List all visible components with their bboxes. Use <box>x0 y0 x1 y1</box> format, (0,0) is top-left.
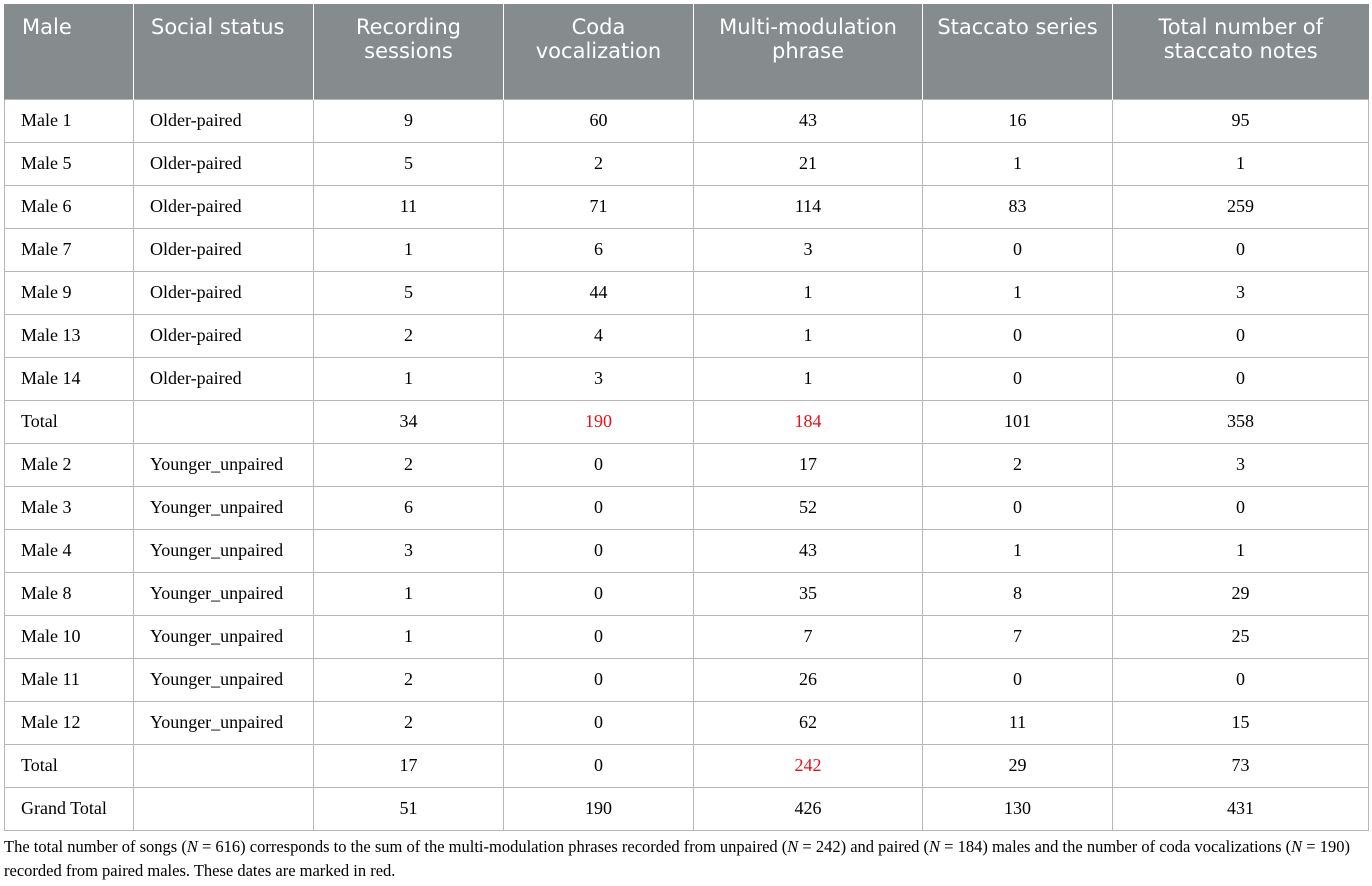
cell-multi-modulation-phrase: 43 <box>694 99 923 142</box>
table-row <box>5 99 1369 142</box>
cell-coda-vocalization: 190 <box>504 400 694 443</box>
cell-recording-sessions: 3 <box>314 529 504 572</box>
cell-social-status: Younger_unpaired <box>134 615 314 658</box>
cell-staccato-series: 83 <box>923 185 1113 228</box>
table-row <box>5 529 1369 572</box>
cell-staccato-series: 0 <box>923 314 1113 357</box>
cell-male: Male 5 <box>5 142 134 185</box>
footnote-text-3: = 242) and paired ( <box>798 837 930 856</box>
cell-social-status: Older-paired <box>134 314 314 357</box>
cell-total-staccato-notes: 3 <box>1113 443 1369 486</box>
footnote-n-4: N <box>1291 837 1303 856</box>
cell-coda-vocalization: 6 <box>504 228 694 271</box>
cell-recording-sessions: 2 <box>314 314 504 357</box>
cell-coda-vocalization: 3 <box>504 357 694 400</box>
header-coda-vocalization: Coda vocalization <box>504 4 694 99</box>
cell-staccato-series: 101 <box>923 400 1113 443</box>
cell-multi-modulation-phrase: 1 <box>694 357 923 400</box>
cell-coda-vocalization: 2 <box>504 142 694 185</box>
cell-social-status: Younger_unpaired <box>134 486 314 529</box>
cell-staccato-series: 16 <box>923 99 1113 142</box>
cell-male: Male 14 <box>5 357 134 400</box>
cell-recording-sessions: 17 <box>314 744 504 787</box>
cell-total-staccato-notes: 0 <box>1113 357 1369 400</box>
cell-male: Total <box>5 744 134 787</box>
cell-coda-vocalization: 71 <box>504 185 694 228</box>
cell-coda-vocalization: 60 <box>504 99 694 142</box>
cell-male: Male 9 <box>5 271 134 314</box>
header-staccato-series: Staccato series <box>923 4 1113 99</box>
cell-multi-modulation-phrase: 21 <box>694 142 923 185</box>
cell-coda-vocalization: 0 <box>504 486 694 529</box>
cell-multi-modulation-phrase: 114 <box>694 185 923 228</box>
table-row <box>5 658 1369 701</box>
cell-total-staccato-notes: 1 <box>1113 529 1369 572</box>
cell-recording-sessions: 2 <box>314 443 504 486</box>
footnote-text-1: The total number of songs ( <box>4 837 187 856</box>
cell-multi-modulation-phrase: 1 <box>694 314 923 357</box>
cell-social-status: Older-paired <box>134 357 314 400</box>
table-row <box>5 271 1369 314</box>
cell-coda-vocalization: 0 <box>504 615 694 658</box>
cell-multi-modulation-phrase: 242 <box>694 744 923 787</box>
cell-staccato-series: 7 <box>923 615 1113 658</box>
cell-social-status: Older-paired <box>134 142 314 185</box>
cell-staccato-series: 0 <box>923 357 1113 400</box>
cell-social-status: Younger_unpaired <box>134 529 314 572</box>
cell-staccato-series: 11 <box>923 701 1113 744</box>
cell-male: Total <box>5 400 134 443</box>
cell-total-staccato-notes: 3 <box>1113 271 1369 314</box>
cell-staccato-series: 0 <box>923 228 1113 271</box>
cell-social-status: Younger_unpaired <box>134 443 314 486</box>
cell-total-staccato-notes: 0 <box>1113 314 1369 357</box>
cell-staccato-series: 0 <box>923 658 1113 701</box>
cell-total-staccato-notes: 259 <box>1113 185 1369 228</box>
cell-coda-vocalization: 0 <box>504 658 694 701</box>
header-social-status: Social status <box>134 4 314 99</box>
cell-recording-sessions: 6 <box>314 486 504 529</box>
cell-multi-modulation-phrase: 43 <box>694 529 923 572</box>
cell-coda-vocalization: 4 <box>504 314 694 357</box>
cell-male: Male 8 <box>5 572 134 615</box>
cell-recording-sessions: 2 <box>314 701 504 744</box>
cell-total-staccato-notes: 0 <box>1113 228 1369 271</box>
cell-total-staccato-notes: 0 <box>1113 658 1369 701</box>
footnote-text-4: = 184) males and the number of coda vocalizations ( <box>940 837 1292 856</box>
cell-total-staccato-notes: 15 <box>1113 701 1369 744</box>
cell-male: Male 1 <box>5 99 134 142</box>
cell-recording-sessions: 1 <box>314 357 504 400</box>
cell-total-staccato-notes: 431 <box>1113 787 1369 830</box>
cell-male: Grand Total <box>5 787 134 830</box>
table-header <box>5 4 1369 99</box>
cell-recording-sessions: 9 <box>314 99 504 142</box>
table-footnote <box>4 835 1368 883</box>
cell-male: Male 12 <box>5 701 134 744</box>
cell-multi-modulation-phrase: 184 <box>694 400 923 443</box>
cell-social-status: Older-paired <box>134 99 314 142</box>
cell-social-status: Younger_unpaired <box>134 701 314 744</box>
cell-recording-sessions: 2 <box>314 658 504 701</box>
cell-total-staccato-notes: 73 <box>1113 744 1369 787</box>
header-recording-sessions: Recording sessions <box>314 4 504 99</box>
cell-total-staccato-notes: 29 <box>1113 572 1369 615</box>
cell-staccato-series: 2 <box>923 443 1113 486</box>
table-row <box>5 572 1369 615</box>
cell-multi-modulation-phrase: 52 <box>694 486 923 529</box>
cell-staccato-series: 8 <box>923 572 1113 615</box>
header-multi-modulation-phrase: Multi-modulation phrase <box>694 4 923 99</box>
cell-staccato-series: 130 <box>923 787 1113 830</box>
cell-multi-modulation-phrase: 62 <box>694 701 923 744</box>
header-row <box>5 4 1369 99</box>
footnote-n-2: N <box>787 837 799 856</box>
cell-coda-vocalization: 190 <box>504 787 694 830</box>
cell-staccato-series: 29 <box>923 744 1113 787</box>
cell-staccato-series: 1 <box>923 271 1113 314</box>
cell-multi-modulation-phrase: 426 <box>694 787 923 830</box>
cell-male: Male 4 <box>5 529 134 572</box>
cell-coda-vocalization: 0 <box>504 572 694 615</box>
cell-staccato-series: 0 <box>923 486 1113 529</box>
cell-total-staccato-notes: 0 <box>1113 486 1369 529</box>
cell-total-staccato-notes: 25 <box>1113 615 1369 658</box>
header-male: Male <box>5 4 134 99</box>
cell-coda-vocalization: 0 <box>504 443 694 486</box>
footnote-text-2: = 616) corresponds to the sum of the multi-modulation phrases recorded from unpaired ( <box>197 837 788 856</box>
cell-social-status: Older-paired <box>134 271 314 314</box>
cell-coda-vocalization: 44 <box>504 271 694 314</box>
table-body <box>5 99 1369 830</box>
cell-total-staccato-notes: 1 <box>1113 142 1369 185</box>
table-row <box>5 787 1369 830</box>
cell-multi-modulation-phrase: 35 <box>694 572 923 615</box>
cell-coda-vocalization: 0 <box>504 744 694 787</box>
footnote-n-1: N <box>186 837 198 856</box>
table-row <box>5 228 1369 271</box>
table-row <box>5 744 1369 787</box>
cell-male: Male 6 <box>5 185 134 228</box>
cell-male: Male 3 <box>5 486 134 529</box>
cell-total-staccato-notes: 358 <box>1113 400 1369 443</box>
table-row <box>5 400 1369 443</box>
cell-recording-sessions: 1 <box>314 228 504 271</box>
cell-male: Male 2 <box>5 443 134 486</box>
cell-social-status: Older-paired <box>134 228 314 271</box>
cell-multi-modulation-phrase: 7 <box>694 615 923 658</box>
cell-total-staccato-notes: 95 <box>1113 99 1369 142</box>
header-total-staccato-notes: Total number of staccato notes <box>1113 4 1369 99</box>
cell-coda-vocalization: 0 <box>504 529 694 572</box>
cell-recording-sessions: 1 <box>314 572 504 615</box>
footnote-text-5: = 190) recorded from paired males. These dates are marked in red. <box>4 837 1350 880</box>
cell-recording-sessions: 1 <box>314 615 504 658</box>
cell-male: Male 13 <box>5 314 134 357</box>
table-row <box>5 185 1369 228</box>
cell-male: Male 11 <box>5 658 134 701</box>
cell-social-status: Older-paired <box>134 185 314 228</box>
data-table <box>4 4 1369 831</box>
table-row <box>5 486 1369 529</box>
cell-male: Male 10 <box>5 615 134 658</box>
cell-social-status: Younger_unpaired <box>134 572 314 615</box>
cell-recording-sessions: 51 <box>314 787 504 830</box>
cell-male: Male 7 <box>5 228 134 271</box>
cell-multi-modulation-phrase: 3 <box>694 228 923 271</box>
table-row <box>5 615 1369 658</box>
cell-recording-sessions: 34 <box>314 400 504 443</box>
cell-multi-modulation-phrase: 26 <box>694 658 923 701</box>
cell-recording-sessions: 5 <box>314 142 504 185</box>
cell-staccato-series: 1 <box>923 529 1113 572</box>
cell-recording-sessions: 5 <box>314 271 504 314</box>
cell-social-status <box>134 787 314 830</box>
cell-social-status <box>134 400 314 443</box>
cell-social-status: Younger_unpaired <box>134 658 314 701</box>
table-container <box>4 4 1368 831</box>
table-row <box>5 443 1369 486</box>
table-row <box>5 357 1369 400</box>
cell-staccato-series: 1 <box>923 142 1113 185</box>
footnote-n-3: N <box>929 837 941 856</box>
cell-social-status <box>134 744 314 787</box>
cell-recording-sessions: 11 <box>314 185 504 228</box>
table-row <box>5 314 1369 357</box>
cell-multi-modulation-phrase: 1 <box>694 271 923 314</box>
table-row <box>5 701 1369 744</box>
cell-multi-modulation-phrase: 17 <box>694 443 923 486</box>
cell-coda-vocalization: 0 <box>504 701 694 744</box>
table-row <box>5 142 1369 185</box>
